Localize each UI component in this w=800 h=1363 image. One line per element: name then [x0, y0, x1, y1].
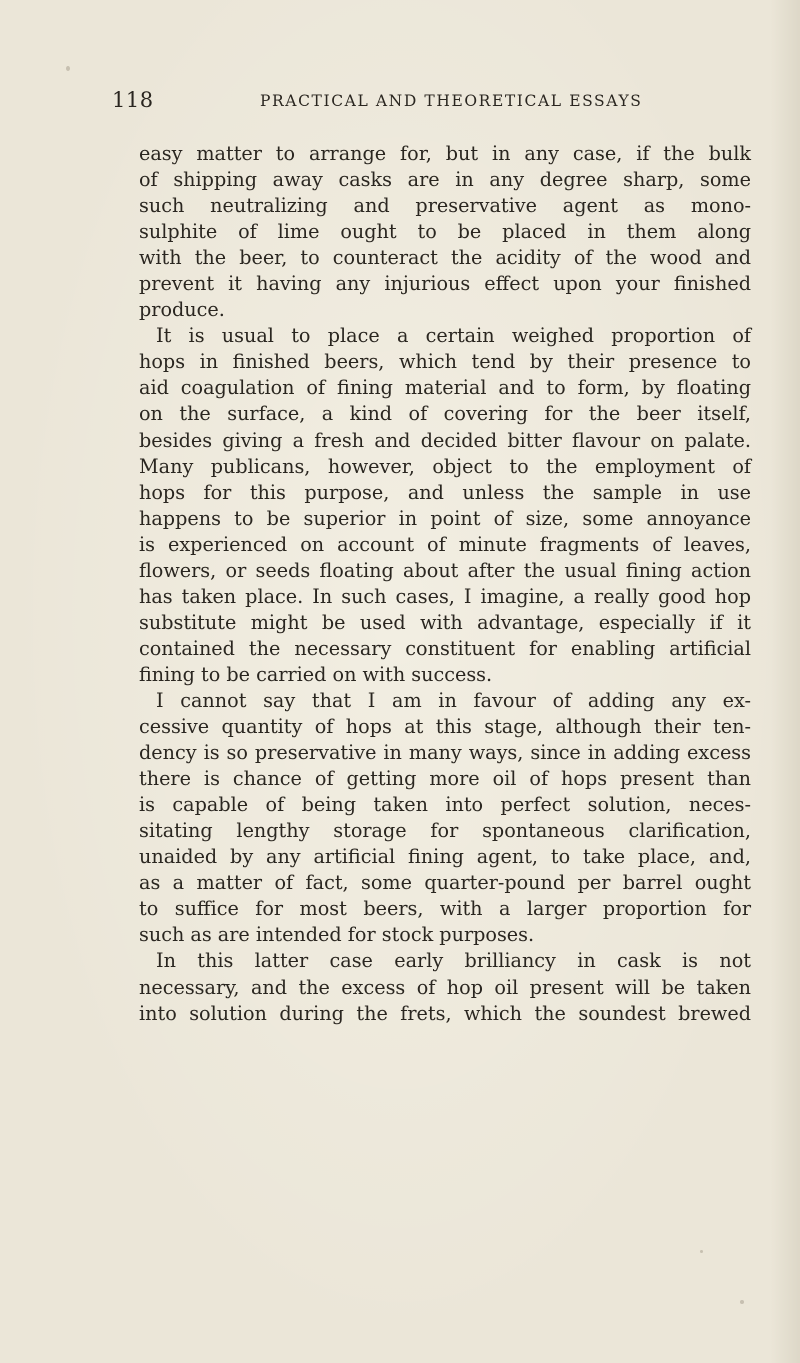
text-line: hops in finished beers, which tend by their presence to [139, 350, 751, 374]
text-line: on the surface, a kind of covering for the beer itself, [139, 402, 751, 426]
text-line: easy matter to arrange for, but in any case, if the bulk [139, 142, 751, 165]
text-line: happens to be superior in point of size, some annoyance [139, 506, 751, 530]
text-line: contained the necessary constituent for enabling artificial [139, 636, 751, 660]
text-line: of shipping away casks are in any degree sharp, some [139, 168, 751, 192]
text-line: I cannot say that I am in favour of adding any ex- [156, 688, 751, 712]
paper-speck [700, 1250, 703, 1253]
text-line: substitute might be used with advantage, especially if it [139, 610, 751, 634]
text-line: sitating lengthy storage for spontaneous clarification, [139, 819, 751, 843]
paper-speck [740, 1300, 744, 1304]
text-line: aid coagulation of fining material and to form, by floating [139, 376, 751, 400]
text-line: In this latter case early brilliancy in cask is not [156, 949, 751, 973]
text-line: fining to be carried on with success. [139, 662, 493, 686]
text-line: besides giving a fresh and decided bitter flavour on palate. [139, 428, 751, 452]
running-head [112, 88, 752, 118]
text-line: is capable of being taken into perfect solution, neces- [139, 793, 751, 817]
text-line: there is chance of getting more oil of hops present than [139, 767, 751, 791]
text-line: prevent it having any injurious effect upon your finished [139, 272, 751, 296]
text-line: produce. [139, 298, 225, 322]
text-line: sulphite of lime ought to be placed in them along [139, 220, 751, 244]
page-number: 118 [112, 88, 154, 112]
text-line: has taken place. In such cases, I imagine, a really good hop [139, 584, 751, 608]
text-line: into solution during the frets, which the soundest brewed [139, 1001, 751, 1025]
body-text [139, 141, 751, 1027]
text-line: necessary, and the excess of hop oil present will be taken [139, 975, 751, 999]
text-line: unaided by any artificial fining agent, to take place, and, [139, 845, 751, 869]
paper-speck [66, 66, 70, 71]
text-line: as a matter of fact, some quarter-pound per barrel ought [139, 871, 751, 895]
text-line: is experienced on account of minute fragments of leaves, [139, 532, 751, 556]
text-line: cessive quantity of hops at this stage, although their ten- [139, 715, 751, 739]
text-line: Many publicans, however, object to the employment of [139, 454, 751, 478]
page-edge-shadow [770, 0, 800, 1363]
text-line: flowers, or seeds floating about after the usual fining action [139, 558, 751, 582]
text-line: with the beer, to counteract the acidity of the wood and [139, 246, 751, 270]
text-line: such as are intended for stock purposes. [139, 923, 535, 947]
text-line: hops for this purpose, and unless the sample in use [139, 480, 751, 504]
text-line: such neutralizing and preservative agent as mono- [139, 194, 751, 218]
text-line: to suffice for most beers, with a larger proportion for [139, 897, 751, 921]
text-line: It is usual to place a certain weighed proportion of [156, 324, 751, 348]
text-line: dency is so preservative in many ways, since in adding excess [139, 741, 751, 765]
running-title: PRACTICAL AND THEORETICAL ESSAYS [260, 92, 643, 110]
